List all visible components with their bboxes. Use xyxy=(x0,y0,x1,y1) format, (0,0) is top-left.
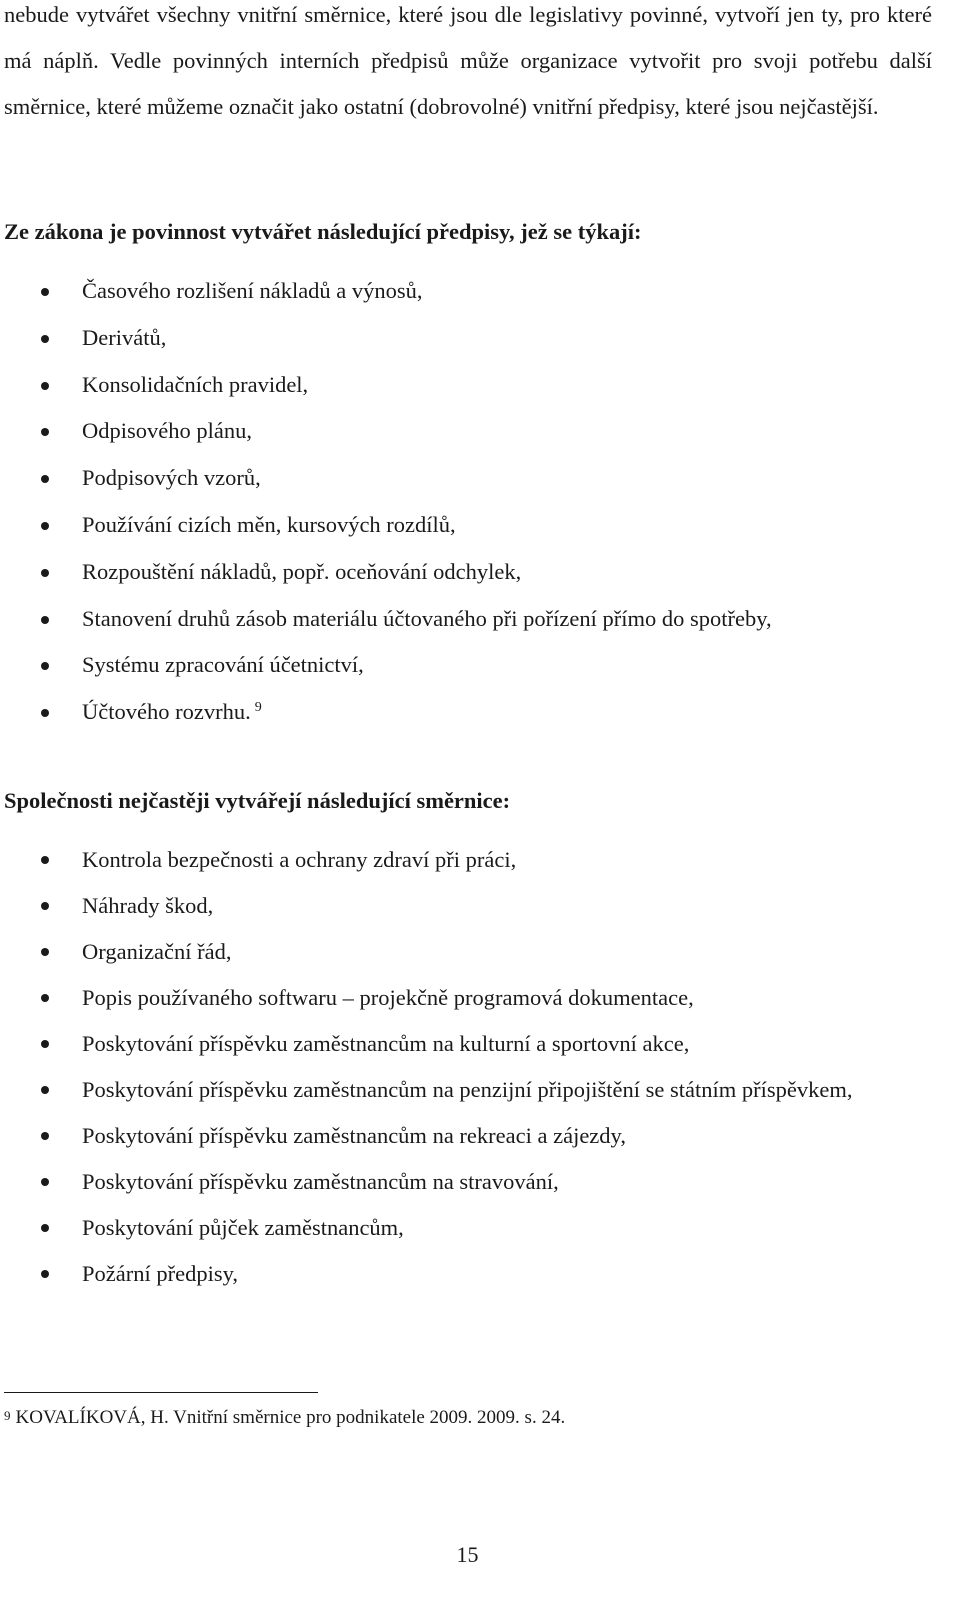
list-item: Požární předpisy, xyxy=(0,1251,935,1297)
footnote-reference[interactable]: 9 xyxy=(254,700,262,716)
list-item: Organizační řád, xyxy=(0,929,935,975)
list-item-text: Účtového rozvrhu. xyxy=(82,699,251,725)
list-item: Časového rozlišení nákladů a výnosů, xyxy=(0,268,935,315)
list-item: Derivátů, xyxy=(0,315,935,362)
list-item: Poskytování půjček zaměstnancům, xyxy=(0,1205,935,1251)
list-item: Systému zpracování účetnictví, xyxy=(0,642,935,689)
mandatory-section-heading: Ze zákona je povinnost vytvářet následující předpisy, jež se týkají: xyxy=(4,219,642,244)
list-item: Odpisového plánu, xyxy=(0,408,935,455)
list-item: Používání cizích měn, kursových rozdílů, xyxy=(0,502,935,549)
list-item: Konsolidačních pravidel, xyxy=(0,362,935,409)
footnote xyxy=(4,1404,565,1432)
footnote-separator xyxy=(4,1392,318,1393)
list-item: Poskytování příspěvku zaměstnancům na kulturní a sportovní akce, xyxy=(0,1021,935,1067)
footnote-number: 9 xyxy=(4,1408,11,1423)
list-item: Rozpouštění nákladů, popř. oceňování odchylek, xyxy=(0,549,935,596)
list-item: Stanovení druhů zásob materiálu účtovaného při pořízení přímo do spotřeby, xyxy=(0,596,935,643)
list-item: Poskytování příspěvku zaměstnancům na penzijní připojištění se státním příspěvkem, xyxy=(0,1067,935,1113)
common-section-heading: Společnosti nejčastěji vytvářejí následující směrnice: xyxy=(4,788,511,813)
list-item: Popis používaného softwaru – projekčně programová dokumentace, xyxy=(0,975,935,1021)
mandatory-regulations-list xyxy=(0,268,935,736)
list-item: Poskytování příspěvku zaměstnancům na rekreaci a zájezdy, xyxy=(0,1113,935,1159)
intro-paragraph: nebude vytvářet všechny vnitřní směrnice, které jsou dle legislativy povinné, vytvoří jen ty, pro které má náplň. Vedle povinných interních předpisů může organizace vytvořit pro svoji potřebu další směrnice, které můžeme označit jako ostatní (dobrovolné) vnitřní předpisy, které jsou nejčastější. xyxy=(4,2,932,119)
list-item: Podpisových vzorů, xyxy=(0,455,935,502)
list-item-with-footnote xyxy=(0,689,935,736)
list-item: Náhrady škod, xyxy=(0,883,935,929)
list-item: Kontrola bezpečnosti a ochrany zdraví při práci, xyxy=(0,837,935,883)
page-number: 15 xyxy=(456,1542,479,1567)
common-directives-list xyxy=(0,837,935,1297)
list-item: Poskytování příspěvku zaměstnancům na stravování, xyxy=(0,1159,935,1205)
footnote-text: KOVALÍKOVÁ, H. Vnitřní směrnice pro podnikatele 2009. 2009. s. 24. xyxy=(15,1407,566,1428)
